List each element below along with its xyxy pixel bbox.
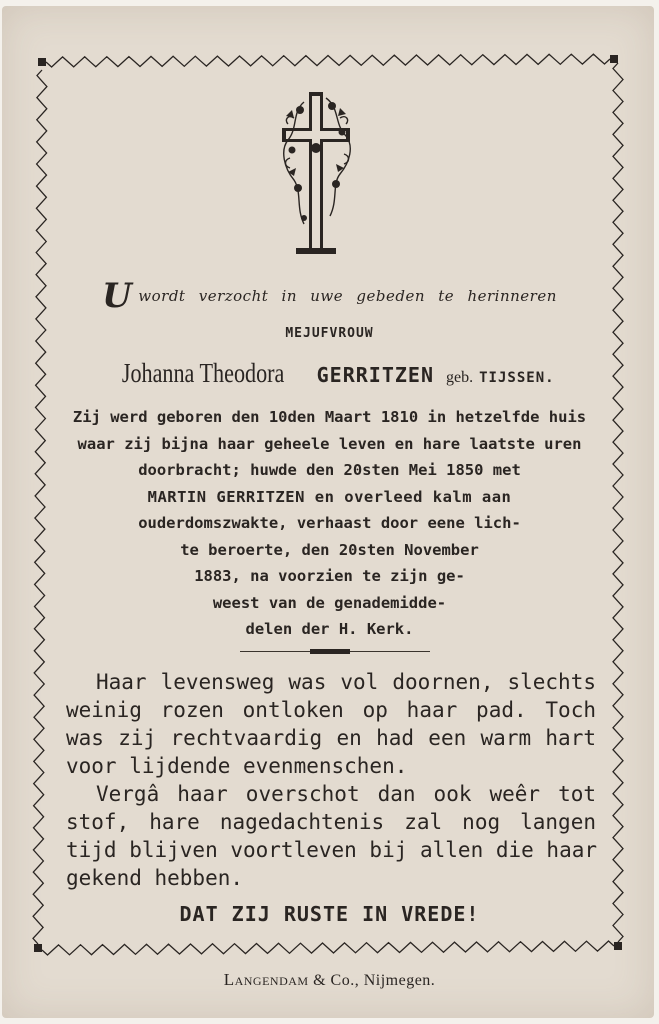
separator-bar <box>310 649 350 654</box>
biography <box>0 404 659 643</box>
intro-initial: U <box>102 276 133 316</box>
zigzag-edge <box>42 941 614 955</box>
printer-imprint <box>0 970 659 990</box>
maiden-name: TIJSSEN. <box>479 370 555 386</box>
surname: GERRITZEN <box>316 363 435 387</box>
memorial-line: Haar levensweg was vol doornen, slechts <box>96 670 596 694</box>
bio-line: Zij werd geboren den 10den Maart 1810 in hetzelfde huis <box>72 408 587 426</box>
intro-line <box>0 276 659 316</box>
bio-line: MARTIN GERRITZEN en overleed kalm aan <box>147 487 512 506</box>
intro-text: wordt verzocht in uwe gebeden te herinneren <box>138 287 557 305</box>
printer-name: Langendam <box>223 970 309 989</box>
given-names: Johanna Theodora <box>122 358 285 388</box>
bio-line: waar zij bijna haar geheele leven en hare laatste uren <box>77 434 582 453</box>
memorial-line: tijd blijven voortleven bij allen die haar <box>66 838 598 862</box>
closing-prayer: DAT ZIJ RUSTE IN VREDE! <box>179 902 480 926</box>
bio-line: ouderdomszwakte, verhaast door eene lich- <box>138 514 521 532</box>
deceased-name <box>0 358 659 389</box>
geb-label: geb. <box>446 369 474 386</box>
bio-line: te beroerte, den 20sten November <box>180 540 479 559</box>
memorial-line: weinig rozen ontloken op haar pad. Toch <box>66 698 596 722</box>
bio-line: doorbracht; huwde den 20sten Mei 1850 met <box>138 461 521 479</box>
memorial-line: Vergâ haar overschot dan ook weêr tot <box>96 782 596 806</box>
bio-line: delen der H. Kerk. <box>245 620 414 638</box>
memorial-text <box>66 668 596 892</box>
honorific-title: MEJUFVROUW <box>285 326 374 341</box>
memorial-line: stof, hare nagedachtenis zal nog langen <box>66 810 596 834</box>
memorial-line: gekend hebben. <box>66 866 244 890</box>
separator-rule <box>240 649 430 655</box>
bio-line: weest van de genademidde- <box>212 593 447 612</box>
cross-with-flowers-icon <box>274 88 358 256</box>
memorial-line: voor lijdende evenmenschen. <box>66 754 408 778</box>
zigzag-edge <box>46 54 610 67</box>
printer-location: & Co., Nijmegen. <box>313 972 436 989</box>
memorial-line: was zij rechtvaardig en had een warm hart <box>66 726 596 750</box>
bio-line: 1883, na voorzien te zijn ge- <box>194 567 465 585</box>
